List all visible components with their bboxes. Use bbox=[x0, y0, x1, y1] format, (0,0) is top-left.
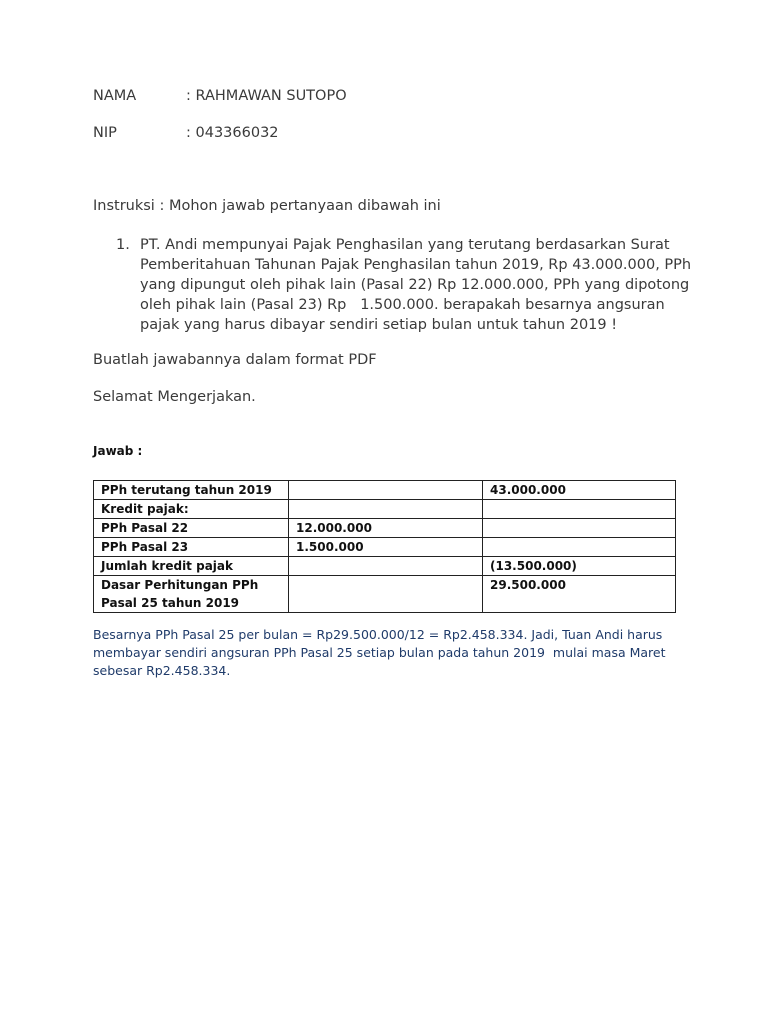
question-number: 1. bbox=[116, 237, 130, 253]
table-cell bbox=[483, 519, 676, 538]
question-line: oleh pihak lain (Pasal 23) Rp 1.500.000. berapakah besarnya angsuran bbox=[140, 297, 665, 313]
table-cell: 43.000.000 bbox=[483, 481, 676, 500]
table-row bbox=[94, 538, 676, 557]
table-cell: 29.500.000 bbox=[483, 576, 676, 613]
table-cell-line: Dasar Perhitungan PPh bbox=[101, 578, 259, 592]
table-cell bbox=[94, 576, 289, 613]
answer-heading: Jawab : bbox=[93, 444, 143, 458]
closing-text: Selamat Mengerjakan. bbox=[93, 389, 256, 405]
table-row bbox=[94, 500, 676, 519]
question-line: pajak yang harus dibayar sendiri setiap bulan untuk tahun 2019 ! bbox=[140, 317, 618, 333]
table-cell bbox=[289, 576, 483, 613]
table-cell bbox=[483, 538, 676, 557]
table-cell: (13.500.000) bbox=[483, 557, 676, 576]
answer-line: membayar sendiri angsuran PPh Pasal 25 setiap bulan pada tahun 2019 mulai masa Maret bbox=[93, 645, 666, 660]
nip-value: : 043366032 bbox=[186, 125, 279, 141]
table-cell bbox=[483, 500, 676, 519]
question-line: PT. Andi mempunyai Pajak Penghasilan yang terutang berdasarkan Surat bbox=[140, 237, 670, 253]
answer-line: Besarnya PPh Pasal 25 per bulan = Rp29.500.000/12 = Rp2.458.334. Jadi, Tuan Andi harus bbox=[93, 627, 663, 642]
calculation-table bbox=[93, 480, 676, 613]
table-cell: PPh terutang tahun 2019 bbox=[94, 481, 289, 500]
question-line: yang dipungut oleh pihak lain (Pasal 22) Rp 12.000.000, PPh yang dipotong bbox=[140, 277, 690, 293]
name-label: NAMA bbox=[93, 88, 137, 104]
answer-paragraph bbox=[93, 626, 693, 680]
table-cell: PPh Pasal 22 bbox=[94, 519, 289, 538]
question-line: Pemberitahuan Tahunan Pajak Penghasilan tahun 2019, Rp 43.000.000, PPh bbox=[140, 257, 692, 273]
instructions-text: Instruksi : Mohon jawab pertanyaan dibawah ini bbox=[93, 198, 441, 214]
table-row bbox=[94, 557, 676, 576]
answer-line: sebesar Rp2.458.334. bbox=[93, 663, 231, 678]
table-row bbox=[94, 576, 676, 613]
table-cell: Kredit pajak: bbox=[94, 500, 289, 519]
question-text bbox=[140, 235, 692, 335]
table-row bbox=[94, 519, 676, 538]
table-cell: 1.500.000 bbox=[289, 538, 483, 557]
name-value: : RAHMAWAN SUTOPO bbox=[186, 88, 347, 104]
table-cell-line: Pasal 25 tahun 2019 bbox=[101, 596, 240, 610]
table-cell: 12.000.000 bbox=[289, 519, 483, 538]
table-row bbox=[94, 481, 676, 500]
table-cell bbox=[289, 500, 483, 519]
format-note: Buatlah jawabannya dalam format PDF bbox=[93, 352, 377, 368]
nip-label: NIP bbox=[93, 125, 117, 141]
table-cell: PPh Pasal 23 bbox=[94, 538, 289, 557]
table-cell bbox=[289, 481, 483, 500]
table-cell: Jumlah kredit pajak bbox=[94, 557, 289, 576]
table-cell bbox=[289, 557, 483, 576]
